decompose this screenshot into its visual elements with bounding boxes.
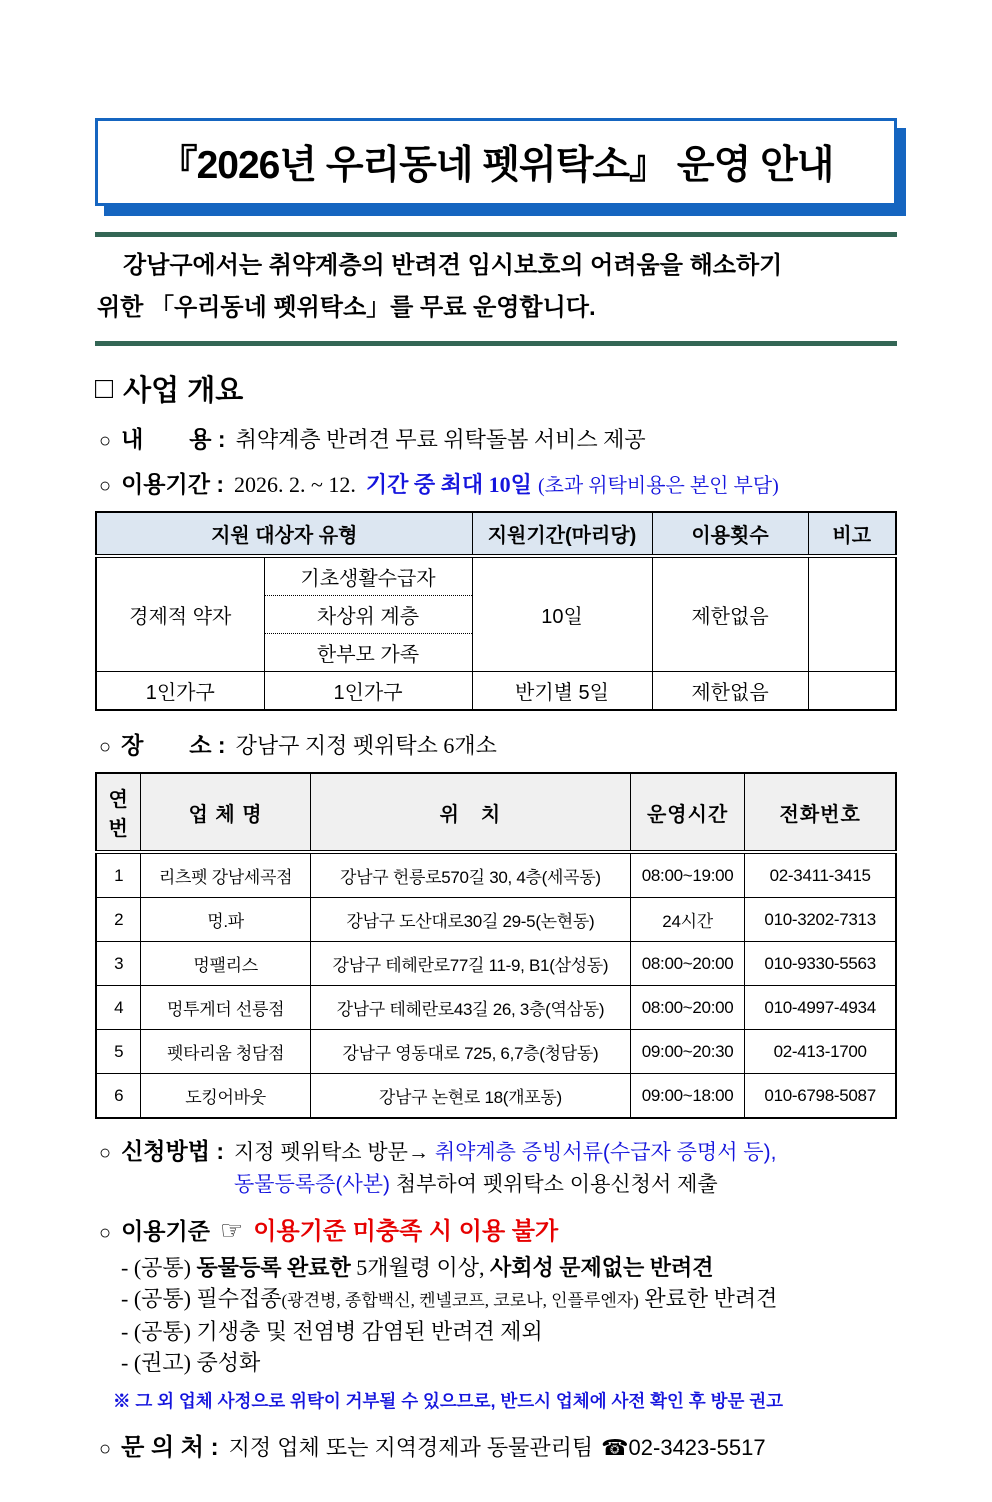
- row-contact: [95, 1427, 897, 1462]
- cell-hours: 09:00~20:30: [630, 1030, 744, 1074]
- period-value-note: (초과 위탁비용은 본인 부담): [537, 475, 779, 497]
- item1-mid: 5개월령 이상,: [350, 1255, 491, 1280]
- cell-name: 멍투게더 선릉점: [141, 986, 311, 1030]
- item2-small: (광견병, 종합백신, 켄넬코프, 코로나, 인플루엔자): [281, 1291, 639, 1310]
- section-heading-overview: [95, 368, 897, 409]
- cell-address: 강남구 테헤란로77길 11-9, B1(삼성동): [310, 942, 630, 986]
- cell-address: 강남구 영동대로 725, 6,7층(청담동): [310, 1030, 630, 1074]
- table-row: [96, 898, 896, 942]
- document-title-box: [95, 118, 897, 206]
- item1-bold1: 동물등록 완료한: [196, 1255, 351, 1280]
- cell-hours: 09:00~18:00: [630, 1074, 744, 1119]
- centers-table: [95, 772, 897, 1119]
- list-item: - (권고) 중성화: [121, 1350, 261, 1375]
- cell-economic-count: 제한없음: [652, 556, 808, 672]
- cell-phone: 010-4997-4934: [745, 986, 896, 1030]
- item2-prefix: - (공통) 필수접종: [121, 1286, 282, 1311]
- support-col-count: 이용횟수: [652, 512, 808, 556]
- application-value: [234, 1137, 776, 1201]
- row-criteria: [95, 1211, 897, 1246]
- period-value-highlight: 기간 중 최대 10일: [365, 472, 532, 497]
- centers-col-no: 연번: [96, 773, 141, 852]
- cell-economic-period: 10일: [472, 556, 652, 672]
- list-item: - (공통) 기생충 및 전염병 감염된 반려견 제외: [121, 1319, 543, 1344]
- cell-hours: 08:00~20:00: [630, 942, 744, 986]
- cell-no: 6: [96, 1074, 141, 1119]
- row-period: [95, 466, 897, 499]
- centers-col-name: 업 체 명: [141, 773, 311, 852]
- cell-name: 멍.파: [141, 898, 311, 942]
- cell-name: 멍팰리스: [141, 942, 311, 986]
- cell-hours: 08:00~19:00: [630, 852, 744, 898]
- cell-address: 강남구 테헤란로43길 26, 3층(역삼동): [310, 986, 630, 1030]
- support-table: [95, 511, 897, 711]
- cell-economic-sub3: 한부모 가족: [264, 634, 472, 672]
- cell-economic-sub1: 기초생활수급자: [264, 556, 472, 596]
- support-col-note: 비고: [808, 512, 896, 556]
- cell-no: 2: [96, 898, 141, 942]
- cell-hours: 08:00~20:00: [630, 986, 744, 1030]
- cell-phone: 010-3202-7313: [745, 898, 896, 942]
- application-line-2: [234, 1173, 718, 1196]
- list-item: [121, 1283, 897, 1316]
- support-col-period: 지원기간(마리당): [472, 512, 652, 556]
- contact-value: 지정 업체 또는 지역경제과 동물관리팀: [228, 1435, 594, 1460]
- cell-economic-category: 경제적 약자: [96, 556, 264, 672]
- cell-single-note: [808, 672, 896, 711]
- cell-name: 리츠펫 강남세곡점: [141, 852, 311, 898]
- criteria-list: [121, 1252, 897, 1378]
- item1-bold2: 사회성 문제없는 반려견: [490, 1255, 714, 1280]
- circle-bullet-icon: ○: [99, 430, 112, 452]
- cell-name: 펫타리움 청담점: [141, 1030, 311, 1074]
- centers-col-address: 위 치: [310, 773, 630, 852]
- notice-text: ※ 그 외 업체 사정으로 위탁이 거부될 수 있으므로, 반드시 업체에 사전 확인 후 방문 권고: [113, 1391, 784, 1411]
- application-line2-plain: 첨부하여 펫위탁소 이용신청서 제출: [390, 1173, 718, 1196]
- cell-no: 1: [96, 852, 141, 898]
- centers-table-header-row: [96, 773, 896, 852]
- cell-address: 강남구 논현로 18(개포동): [310, 1074, 630, 1119]
- circle-bullet-icon: ○: [99, 1438, 112, 1460]
- table-row: [96, 1074, 896, 1119]
- circle-bullet-icon: ○: [99, 736, 112, 758]
- table-row: [96, 986, 896, 1030]
- cell-hours: 24시간: [630, 898, 744, 942]
- cell-single-sub: 1인가구: [264, 672, 472, 711]
- application-line1-plain: 지정 펫위탁소 방문→: [234, 1141, 435, 1164]
- centers-col-phone: 전화번호: [745, 773, 896, 852]
- place-value: 강남구 지정 펫위탁소 6개소: [235, 733, 497, 758]
- table-row: [96, 942, 896, 986]
- application-line1-blue: 취약계층 증빙서류(수급자 증명서 등),: [434, 1141, 777, 1164]
- section-heading-text: 사업 개요: [123, 375, 244, 407]
- cell-economic-note: [808, 556, 896, 672]
- period-value-plain: 2026. 2. ~ 12.: [234, 472, 356, 497]
- content-label: 내 용 :: [121, 426, 226, 452]
- cell-phone: 02-413-1700: [745, 1030, 896, 1074]
- row-application: [95, 1133, 897, 1201]
- item2-suffix: 완료한 반려견: [638, 1286, 778, 1311]
- intro-line-2: 위한 「우리동네 펫위탁소」를 무료 운영합니다.: [97, 294, 596, 321]
- support-table-header-row: [96, 512, 896, 556]
- intro-banner: [95, 232, 897, 346]
- period-label: 이용기간 :: [121, 471, 225, 497]
- cell-phone: 010-9330-5563: [745, 942, 896, 986]
- row-content: [95, 421, 897, 454]
- circle-bullet-icon: ○: [99, 475, 112, 497]
- criteria-label: 이용기준: [121, 1218, 210, 1244]
- content-value: 취약계층 반려견 무료 위탁돌봄 서비스 제공: [235, 427, 646, 452]
- cell-phone: 010-6798-5087: [745, 1074, 896, 1119]
- application-label: 신청방법 :: [121, 1138, 225, 1164]
- cell-single-period: 반기별 5일: [472, 672, 652, 711]
- cell-no: 5: [96, 1030, 141, 1074]
- circle-bullet-icon: ○: [99, 1142, 112, 1164]
- circle-bullet-icon: ○: [99, 1222, 112, 1244]
- table-row: [96, 852, 896, 898]
- cell-phone: 02-3411-3415: [745, 852, 896, 898]
- square-bullet-icon: □: [95, 371, 114, 405]
- application-line-1: [234, 1141, 776, 1164]
- cell-address: 강남구 도산대로30길 29-5(논현동): [310, 898, 630, 942]
- cell-economic-sub2: 차상위 계층: [264, 596, 472, 634]
- centers-col-hours: 운영시간: [630, 773, 744, 852]
- table-row: [96, 556, 896, 596]
- intro-line-1: 강남구에서는 취약계층의 반려견 임시보호의 어려움을 해소하기: [123, 252, 783, 279]
- row-place: [95, 727, 897, 760]
- support-col-type: 지원 대상자 유형: [96, 512, 472, 556]
- document-title: 『2026년 우리동네 펫위탁소』 운영 안내: [158, 144, 834, 187]
- place-label: 장 소 :: [121, 732, 226, 758]
- table-row: [96, 1030, 896, 1074]
- application-line2-blue: 동물등록증(사본): [234, 1173, 391, 1196]
- table-row: [96, 672, 896, 711]
- contact-label: 문 의 처 :: [121, 1434, 219, 1461]
- cell-single-count: 제한없음: [652, 672, 808, 711]
- list-item: [121, 1252, 897, 1283]
- criteria-warning: 이용기준 미충족 시 이용 불가: [253, 1218, 559, 1245]
- cell-no: 3: [96, 942, 141, 986]
- pointing-hand-icon: ☞: [219, 1215, 244, 1245]
- item1-prefix: - (공통): [121, 1255, 197, 1280]
- cell-address: 강남구 헌릉로570길 30, 4층(세곡동): [310, 852, 630, 898]
- cell-name: 도킹어바웃: [141, 1074, 311, 1119]
- cell-single-category: 1인가구: [96, 672, 264, 711]
- cell-no: 4: [96, 986, 141, 1030]
- contact-phone: ☎02-3423-5517: [601, 1435, 766, 1460]
